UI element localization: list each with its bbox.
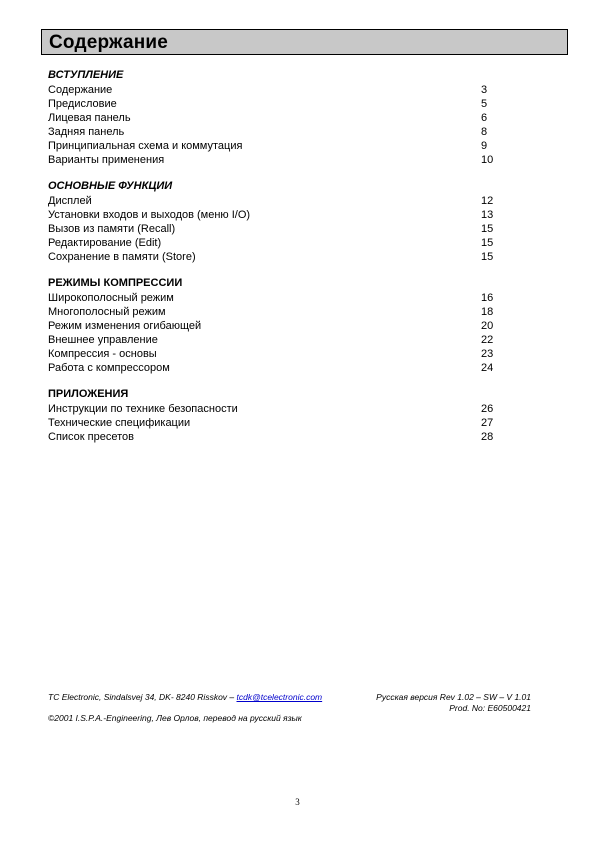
toc-entry[interactable] — [48, 153, 508, 167]
toc-entry-page-number: 15 — [481, 237, 494, 249]
footer-email-link[interactable]: tcdk@tcelectronic.com — [236, 692, 323, 702]
toc-entry[interactable] — [48, 291, 508, 305]
toc-entry-label: Лицевая панель — [48, 112, 131, 124]
toc-entry[interactable] — [48, 305, 508, 319]
toc-entry-page-number: 3 — [481, 84, 488, 96]
toc-entry-page-number: 15 — [481, 251, 494, 263]
toc-entry-page-number: 8 — [481, 126, 488, 138]
toc-entry-label: Предисловие — [48, 98, 117, 110]
toc-section — [48, 69, 508, 167]
toc-entry[interactable] — [48, 416, 508, 430]
table-of-contents — [48, 69, 508, 457]
toc-entry-label: Установки входов и выходов (меню I/O) — [48, 209, 251, 221]
toc-section-heading: ОСНОВНЫЕ ФУНКЦИИ — [48, 180, 173, 192]
page-number: 3 — [295, 797, 300, 807]
toc-entry[interactable] — [48, 139, 508, 153]
toc-entry[interactable] — [48, 111, 508, 125]
toc-entry-label: Многополосный режим — [48, 306, 166, 318]
toc-entry[interactable] — [48, 194, 508, 208]
toc-entry-page-number: 16 — [481, 292, 494, 304]
toc-section-heading: РЕЖИМЫ КОМПРЕССИИ — [48, 277, 183, 289]
toc-section-heading: ВСТУПЛЕНИЕ — [48, 69, 124, 81]
toc-entry-label: Вызов из памяти (Recall) — [48, 223, 176, 235]
footer-copyright: ©2001 I.S.P.A.-Engineering, Лев Орлов, перевод на русский язык — [48, 713, 302, 723]
title-bar — [41, 29, 568, 55]
toc-entry[interactable] — [48, 430, 508, 444]
toc-entry[interactable] — [48, 250, 508, 264]
toc-entry[interactable] — [48, 236, 508, 250]
toc-entry-page-number: 15 — [481, 223, 494, 235]
footer-version-block — [372, 692, 531, 714]
toc-entry-page-number: 5 — [481, 98, 488, 110]
toc-entry-label: Инструкции по технике безопасности — [48, 403, 238, 415]
toc-entry-page-number: 6 — [481, 112, 488, 124]
toc-entry[interactable] — [48, 97, 508, 111]
toc-entry[interactable] — [48, 319, 508, 333]
toc-entry-label: Режим изменения огибающей — [48, 320, 202, 332]
toc-section — [48, 180, 508, 264]
toc-entry-label: Технические спецификации — [48, 417, 191, 429]
toc-entry-label: Сохранение в памяти (Store) — [48, 251, 196, 263]
toc-entry-page-number: 9 — [481, 140, 488, 152]
toc-entry-page-number: 24 — [481, 362, 494, 374]
toc-entry[interactable] — [48, 208, 508, 222]
toc-entry-page-number: 27 — [481, 417, 494, 429]
footer-address — [48, 692, 322, 703]
toc-entry[interactable] — [48, 83, 508, 97]
toc-entry[interactable] — [48, 125, 508, 139]
toc-section-heading: ПРИЛОЖЕНИЯ — [48, 388, 129, 400]
toc-entry-page-number: 22 — [481, 334, 494, 346]
footer-prod-no: Prod. No: E60500421 — [449, 703, 531, 713]
toc-entry-label: Дисплей — [48, 195, 92, 207]
toc-entry-label: Внешнее управление — [48, 334, 158, 346]
footer-version: Русская версия Rev 1.02 – SW – V 1.01 — [376, 692, 531, 702]
toc-entry-label: Работа с компрессором — [48, 362, 170, 374]
toc-entry-page-number: 26 — [481, 403, 494, 415]
toc-entry-label: Принципиальная схема и коммутация — [48, 140, 243, 152]
toc-entry-page-number: 18 — [481, 306, 494, 318]
toc-entry-page-number: 10 — [481, 154, 494, 166]
toc-entry-page-number: 28 — [481, 431, 494, 443]
toc-entry-page-number: 23 — [481, 348, 494, 360]
toc-entry[interactable] — [48, 222, 508, 236]
toc-entry-label: Варианты применения — [48, 154, 165, 166]
toc-entry-label: Компрессия - основы — [48, 348, 157, 360]
toc-entry[interactable] — [48, 333, 508, 347]
toc-entry-label: Содержание — [48, 84, 113, 96]
toc-entry-label: Задняя панель — [48, 126, 125, 138]
toc-entry[interactable] — [48, 347, 508, 361]
toc-entry-page-number: 20 — [481, 320, 494, 332]
footer-address-text: TC Electronic, Sindalsvej 34, DK- 8240 Risskov – — [48, 692, 237, 702]
page-title: Содержание — [49, 32, 169, 53]
toc-entry[interactable] — [48, 361, 508, 375]
toc-entry-label: Редактирование (Edit) — [48, 237, 162, 249]
toc-section — [48, 388, 508, 444]
toc-entry-page-number: 12 — [481, 195, 494, 207]
toc-entry-page-number: 13 — [481, 209, 494, 221]
toc-entry[interactable] — [48, 402, 508, 416]
toc-section — [48, 277, 508, 375]
toc-entry-label: Список пресетов — [48, 431, 134, 443]
toc-entry-label: Широкополосный режим — [48, 292, 174, 304]
